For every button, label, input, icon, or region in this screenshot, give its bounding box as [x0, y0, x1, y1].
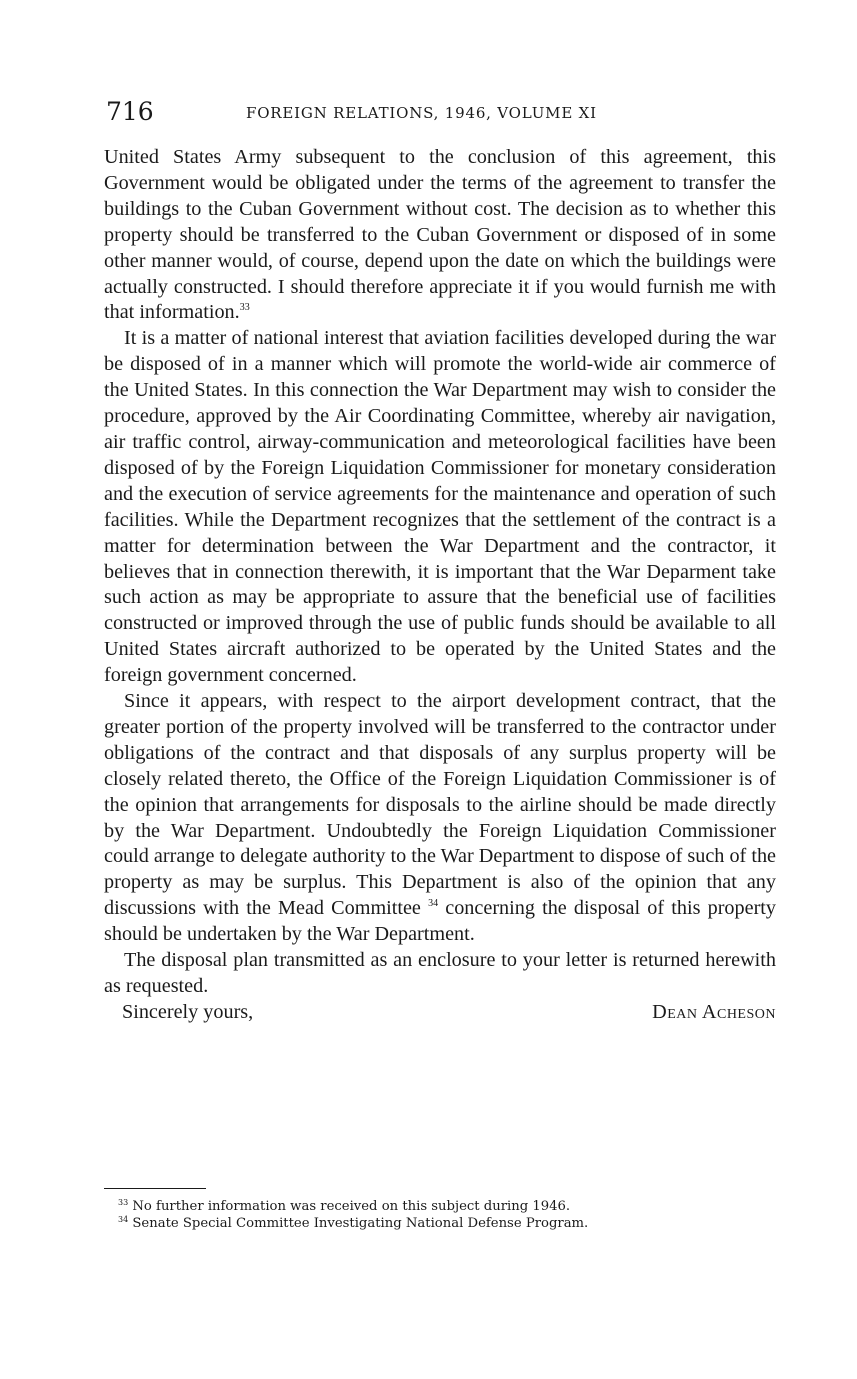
paragraph-3-text-a: Since it appears, with respect to the airport development contract, that the greater portion of the property involved will be transferred to the contractor under obligations of the contract and that disposals of any surplus property will be closely related thereto, the Office of the Foreign Liquidation Commissioner is of the opinion that arrangements for disposals to the airline should be made directly by the War Department. Undoubtedly the Foreign Liquidation Commissioner could arrange to delegate authority to the War Department to dispose of such of the property as may be surplus. This Department is also of the opinion that any discussions with the Mead Committee: [104, 690, 776, 920]
footnotes: [118, 1198, 768, 1232]
footnote-ref-34: 34: [428, 898, 439, 910]
paragraph-1-text: United States Army subsequent to the conclusion of this agreement, this Government would be obligated under the terms of the agreement to transfer the buildings to the Cuban Government without cost. The decision as to whether this property should be transferred to the Cuban Government or disposed of in some other manner would, of course, depend upon the date on which the buildings were actually constructed. I should therefore appreciate it if you would furnish me with that information.: [104, 146, 776, 324]
paragraph-1: [104, 145, 776, 326]
footnote-marker: 34: [118, 1215, 129, 1224]
closing: [104, 1000, 776, 1026]
footnote-marker: 33: [118, 1198, 129, 1207]
signature: Dean Acheson: [652, 1000, 776, 1023]
paragraph-3: [104, 689, 776, 948]
running-head: FOREIGN RELATIONS, 1946, VOLUME XI: [246, 104, 597, 122]
letter-body: [104, 145, 776, 1026]
page-header: [106, 97, 776, 127]
page-number: 716: [106, 97, 154, 126]
paragraph-3-text-b: concerning the disposal of this property should be undertaken by the War Department.: [104, 897, 776, 946]
footnote-text: Senate Special Committee Investigating National Defense Program.: [132, 1216, 589, 1231]
footnote-ref-33: 33: [239, 302, 250, 314]
footnote-34: [118, 1215, 768, 1232]
paragraph-2: It is a matter of national interest that aviation facilities developed during the war be disposed of in a manner which will promote the world-wide air commerce of the United States. In this connection the War Department may wish to consider the procedure, approved by the Air Coordinating Committee, whereby air navigation, air traffic control, airway-communication and meteorological facilities have been disposed of by the Foreign Liquidation Commissioner for monetary consideration and the execution of service agreements for the maintenance and operation of such facilities. While the Department recognizes that the settlement of the contract is a matter for determination between the War Department and the contractor, it believes that in connection therewith, it is important that the War Deparment take such action as may be appropriate to assure that the beneficial use of facilities constructed or improved through the use of public funds should be available to all United States aircraft authorized to be operated by the United States and the foreign government concerned.: [104, 327, 776, 687]
footnote-divider: [104, 1188, 206, 1189]
paragraph-4: The disposal plan transmitted as an enclosure to your letter is returned herewith as requested.: [104, 949, 776, 997]
salutation: Sincerely yours,: [122, 1000, 254, 1023]
footnote-33: [118, 1198, 768, 1215]
footnote-text: No further information was received on this subject during 1946.: [132, 1199, 571, 1214]
